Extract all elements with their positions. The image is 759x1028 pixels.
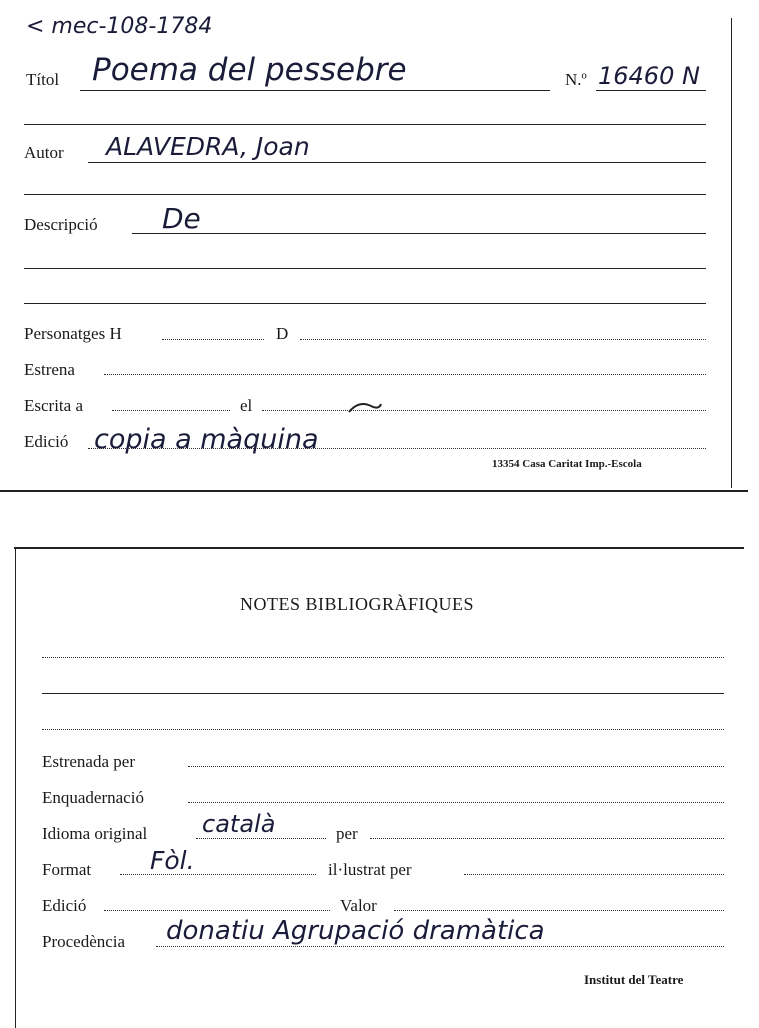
format-value: Fòl.	[150, 846, 195, 875]
procedencia-value: donatiu Agrupació dramàtica	[166, 916, 545, 946]
procedencia-label: Procedència	[42, 932, 126, 951]
idioma-line	[196, 838, 326, 839]
institution-name: Institut del Teatre	[584, 972, 684, 987]
ruled-line	[24, 194, 706, 195]
descripcio-label: Descripció	[24, 215, 98, 234]
idioma-value: català	[202, 810, 276, 838]
personatges-d-line	[300, 339, 706, 340]
edicio-value: copia a màquina	[94, 424, 319, 455]
ruled-line	[24, 303, 706, 304]
valor-line	[394, 910, 724, 911]
personatges-d-label: D	[276, 324, 289, 343]
estrenada-line	[188, 766, 724, 767]
el-label: el	[240, 396, 253, 415]
notes-heading: NOTES BIBLIOGRÀFIQUES	[240, 594, 475, 614]
estrenada-label: Estrenada per	[42, 752, 135, 771]
descripcio-value: De	[162, 202, 201, 235]
edicio-label: Edició	[24, 432, 69, 451]
enquadernacio-line	[188, 802, 724, 803]
ruled-line	[24, 124, 706, 125]
autor-label: Autor	[24, 143, 64, 162]
ruled-line	[42, 693, 724, 694]
ruled-line	[42, 729, 724, 730]
idioma-per-line	[370, 838, 724, 839]
format-label: Format	[42, 860, 92, 879]
enquadernacio-label: Enquadernació	[42, 788, 144, 807]
printer-imprint: 13354 Casa Caritat Imp.-Escola	[492, 458, 642, 470]
idioma-per-label: per	[336, 824, 358, 843]
descripcio-underline	[132, 233, 706, 234]
estrena-label: Estrena	[24, 360, 75, 379]
escrita-el-line	[262, 410, 706, 411]
numero-underline	[596, 90, 706, 91]
ink-mark	[345, 398, 385, 418]
titol-label: Títol	[26, 70, 60, 89]
card-2-top-edge	[14, 547, 744, 549]
card-1-right-edge	[731, 18, 732, 488]
personatges-label: Personatges H	[24, 324, 122, 343]
numero-label: N.º	[565, 70, 587, 89]
card-1-bottom-edge	[0, 490, 748, 492]
autor-value: ALAVEDRA, Joan	[106, 132, 310, 161]
titol-underline	[80, 90, 550, 91]
personatges-h-line	[162, 339, 264, 340]
edicio-2-label: Edició	[42, 896, 87, 915]
estrena-line	[104, 374, 706, 375]
procedencia-line	[156, 946, 724, 947]
escrita-a-line	[112, 410, 230, 411]
escrita-label: Escrita a	[24, 396, 83, 415]
titol-value: Poema del pessebre	[92, 52, 407, 88]
numero-value: 16460 N	[598, 62, 700, 90]
edicio-2-line	[104, 910, 330, 911]
ruled-line	[42, 657, 724, 658]
card-2-left-edge	[15, 547, 16, 1028]
ruled-line	[24, 268, 706, 269]
autor-underline	[88, 162, 706, 163]
valor-label: Valor	[340, 896, 377, 915]
illustrat-label: il·lustrat per	[328, 860, 412, 879]
idioma-label: Idioma original	[42, 824, 148, 843]
illustrat-line	[464, 874, 724, 875]
reference-number: < mec-108-1784	[26, 14, 213, 39]
